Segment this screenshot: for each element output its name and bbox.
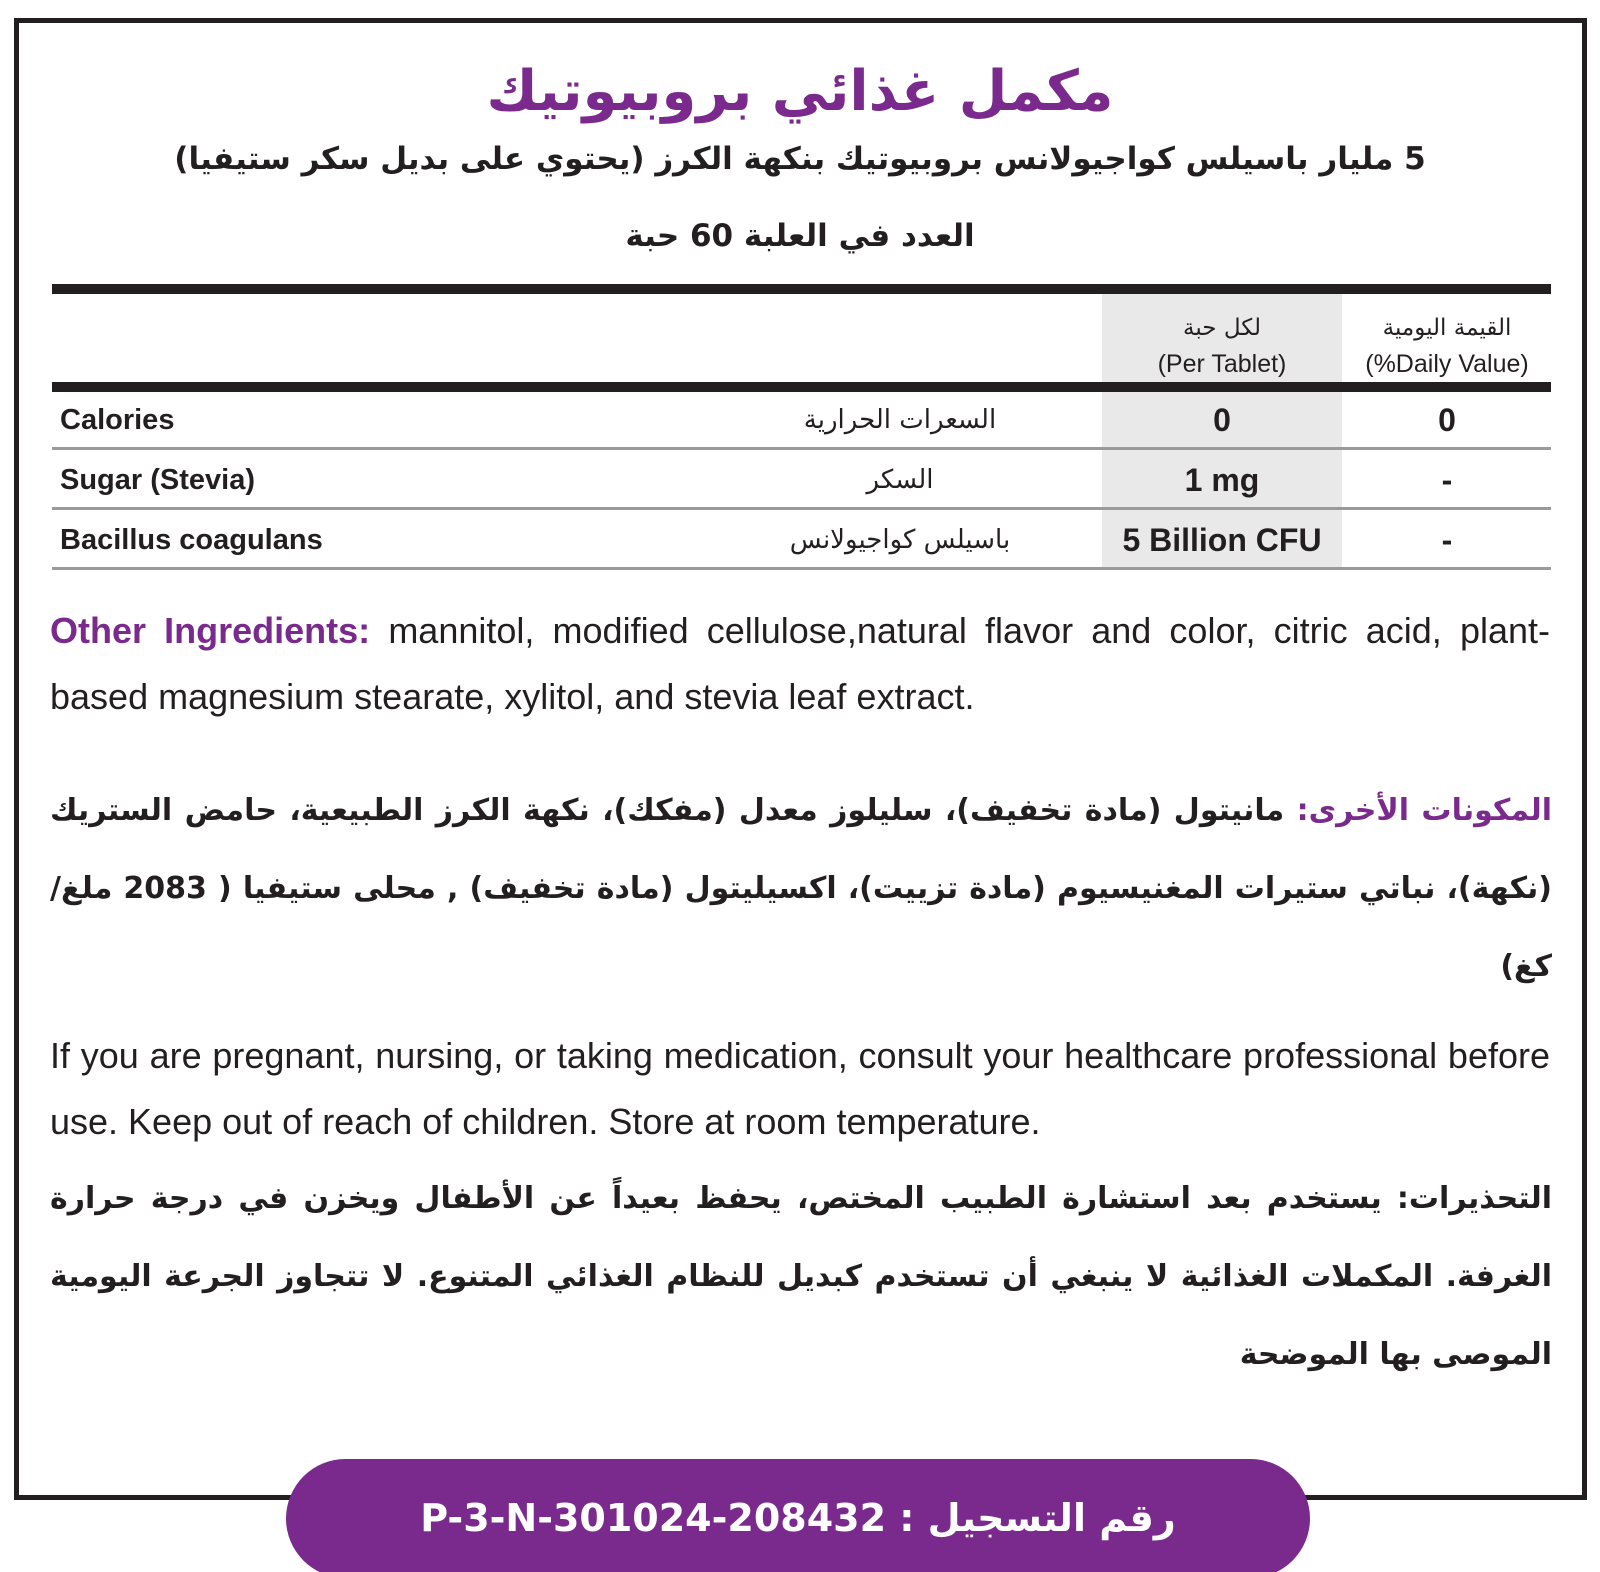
product-title: مكمل غذائي بروبيوتيك [486,59,1114,124]
warning-ar: التحذيرات: يستخدم بعد استشارة الطبيب المختص، يحفظ بعيداً عن الأطفال ويخزن في درجة حرارة الغرفة. المكملات الغذائية لا ينبغي أن تستخدم كبديل للنظام الغذائي المتنوع. لا تتجاوز الجرعة اليومية الموصى بها الموضحة [50,1181,1552,1372]
row-daily-value: - [1441,522,1453,558]
ingredients-ar-label: المكونات الأخرى: [1296,793,1553,828]
daily-value-header-ar: القيمة اليومية [1382,315,1512,341]
row-name-en: Bacillus coagulans [60,524,323,556]
row-daily-value: 0 [1438,402,1456,438]
ingredients-en-label: Other Ingredients: [50,610,371,651]
row-daily-value: - [1441,462,1453,498]
registration-number-badge: رقم التسجيل : P-3-N-301024-208432 [286,1459,1310,1572]
ingredients-ar [50,772,1552,1006]
per-tablet-header-ar: لكل حبة [1183,315,1261,341]
tablet-count: العدد في العلبة 60 حبة [625,218,975,254]
product-subtitle: 5 مليار باسيلس كواجيولانس بروبيوتيك بنكهة الكرز (يحتوي على بديل سكر ستيفيا) [174,141,1426,177]
per-tablet-header-en: (Per Tablet) [1157,350,1287,378]
daily-value-header-en: (%Daily Value) [1365,350,1529,378]
daily-value-header [1342,310,1552,382]
row-name-ar: باسيلس كواجيولانس [789,525,1011,555]
row-name-ar: السكر [866,465,934,495]
row-per-tablet: 0 [1213,402,1231,438]
row-per-tablet: 1 mg [1184,462,1260,498]
ingredients-ar-text: مانيتول (مادة تخفيف)، سليلوز معدل (مفكك)، نكهة الكرز الطبيعية، حامض الستريك (نكهة)، نباتي ستيرات المغنيسيوم (مادة تزييت)، اكسيليتول (مادة تخفيف) , محلى ستيفيا ( 2083 ملغ/كغ) [50,793,1553,984]
row-name-en: Calories [60,404,175,436]
row-name-en: Sugar (Stevia) [60,464,255,496]
row-name-ar: السعرات الحرارية [803,405,997,435]
ingredients-en-text: mannitol, modified cellulose,natural flavor and color, citric acid, plant-based magnesium stearate, xylitol, and stevia leaf extract. [50,610,1550,717]
table-top-rule [52,284,1551,294]
row-per-tablet: 5 Billion CFU [1122,522,1322,558]
per-tablet-header [1102,310,1342,382]
ingredients-en [50,598,1550,730]
warning-en: If you are pregnant, nursing, or taking medication, consult your healthcare professional before use. Keep out of reach of children. Store at room temperature. [50,1035,1550,1142]
table-bottom-rule [52,567,1551,570]
